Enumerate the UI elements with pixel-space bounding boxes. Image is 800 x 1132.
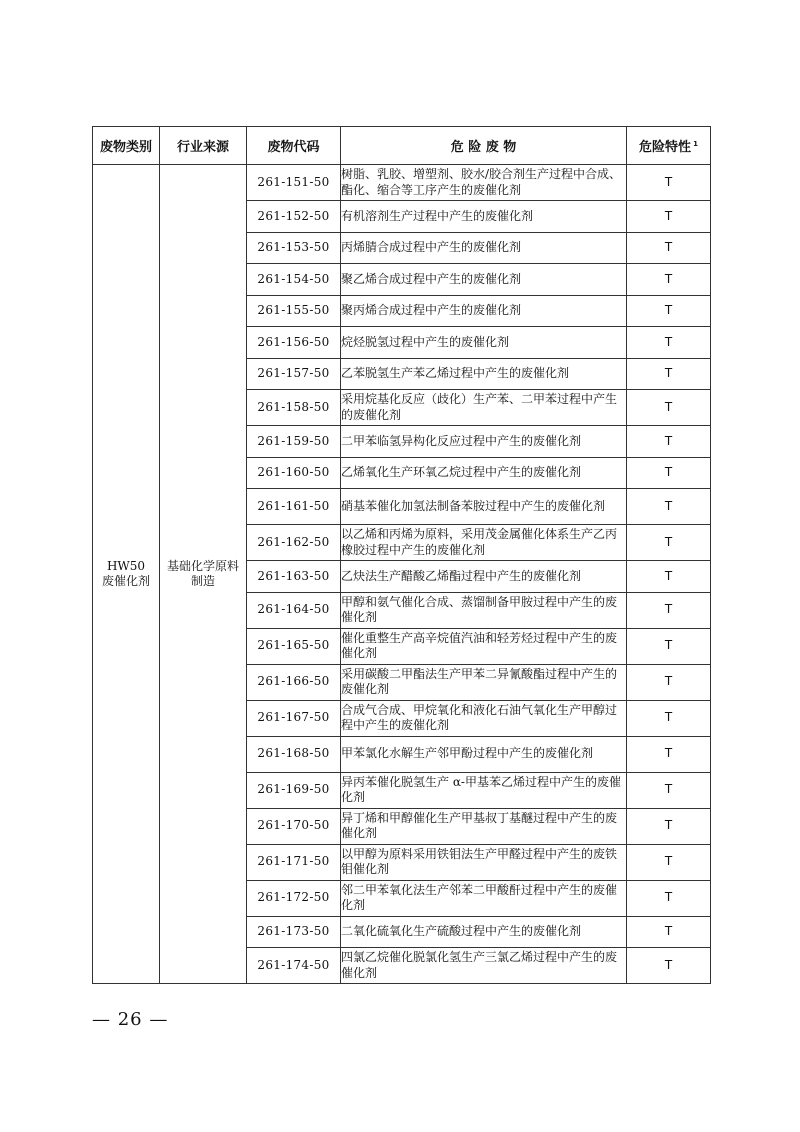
hazardous-waste-description: 聚丙烯合成过程中产生的废催化剂	[341, 295, 627, 327]
hazard-characteristic-cell: T	[627, 489, 711, 525]
hazardous-waste-description: 烷烃脱氢过程中产生的废催化剂	[341, 327, 627, 359]
page-number: — 26 —	[92, 1009, 169, 1030]
header-industry-source: 行业来源	[160, 127, 247, 165]
hazard-characteristic-cell: T	[627, 948, 711, 984]
hazardous-waste-description: 树脂、乳胶、增塑剂、胶水/胶合剂生产过程中合成、酯化、缩合等工序产生的废催化剂	[341, 165, 627, 201]
hazardous-waste-description: 二甲苯临氢异构化反应过程中产生的废催化剂	[341, 426, 627, 458]
hazard-characteristic-cell: T	[627, 916, 711, 948]
hazardous-waste-description: 催化重整生产高辛烷值汽油和轻芳烃过程中产生的废催化剂	[341, 628, 627, 664]
hazardous-waste-description: 乙烯氧化生产环氧乙烷过程中产生的废催化剂	[341, 457, 627, 489]
hazard-characteristic-cell: T	[627, 525, 711, 561]
waste-code-cell: 261-160-50	[247, 457, 341, 489]
hazardous-waste-description: 甲醇和氨气催化合成、蒸馏制备甲胺过程中产生的废催化剂	[341, 592, 627, 628]
hazardous-waste-description: 乙炔法生产醋酸乙烯酯过程中产生的废催化剂	[341, 561, 627, 593]
hazard-characteristic-cell: T	[627, 592, 711, 628]
hazardous-waste-table	[92, 126, 711, 984]
hazardous-waste-description: 聚乙烯合成过程中产生的废催化剂	[341, 264, 627, 296]
hazard-characteristic-cell: T	[627, 772, 711, 808]
industry-source-line-1: 基础化学原料	[166, 558, 239, 573]
waste-code-cell: 261-166-50	[247, 664, 341, 700]
waste-code-cell: 261-158-50	[247, 390, 341, 426]
industry-source-line-2: 制造	[190, 574, 215, 588]
waste-code-cell: 261-154-50	[247, 264, 341, 296]
waste-code-cell: 261-165-50	[247, 628, 341, 664]
header-waste-category: 废物类别	[93, 127, 160, 165]
waste-category-name: 废催化剂	[101, 574, 150, 588]
hazard-characteristic-cell: T	[627, 327, 711, 359]
waste-code-cell: 261-163-50	[247, 561, 341, 593]
waste-code-cell: 261-156-50	[247, 327, 341, 359]
hazard-characteristic-cell: T	[627, 201, 711, 233]
waste-code-cell: 261-157-50	[247, 358, 341, 390]
hazard-characteristic-cell: T	[627, 358, 711, 390]
hazard-characteristic-cell: T	[627, 844, 711, 880]
waste-code-cell: 261-172-50	[247, 880, 341, 916]
hazardous-waste-description: 甲苯氯化水解生产邻甲酚过程中产生的废催化剂	[341, 736, 627, 772]
hazard-characteristic-cell: T	[627, 628, 711, 664]
header-hazardous-waste: 危 险 废 物	[341, 127, 627, 165]
waste-code-cell: 261-159-50	[247, 426, 341, 458]
waste-code-cell: 261-169-50	[247, 772, 341, 808]
hazard-characteristic-cell: T	[627, 426, 711, 458]
waste-code-cell: 261-167-50	[247, 700, 341, 736]
hazardous-waste-description: 采用碳酸二甲酯法生产甲苯二异氰酸酯过程中产生的废催化剂	[341, 664, 627, 700]
hazard-characteristic-cell: T	[627, 264, 711, 296]
waste-code-cell: 261-170-50	[247, 808, 341, 844]
hazard-characteristic-cell: T	[627, 561, 711, 593]
hazard-characteristic-cell: T	[627, 457, 711, 489]
hazardous-waste-description: 四氯乙烷催化脱氯化氢生产三氯乙烯过程中产生的废催化剂	[341, 948, 627, 984]
hazard-characteristic-cell: T	[627, 295, 711, 327]
waste-code-cell: 261-171-50	[247, 844, 341, 880]
waste-code-cell: 261-153-50	[247, 232, 341, 264]
hazard-characteristic-cell: T	[627, 880, 711, 916]
header-waste-code: 废物代码	[247, 127, 341, 165]
hazardous-waste-description: 以甲醇为原料采用铁钼法生产甲醛过程中产生的废铁钼催化剂	[341, 844, 627, 880]
waste-code-cell: 261-174-50	[247, 948, 341, 984]
waste-code-cell: 261-151-50	[247, 165, 341, 201]
header-hazard-characteristic-label: 危险特性	[639, 140, 692, 155]
waste-code-cell: 261-173-50	[247, 916, 341, 948]
header-hazard-characteristic	[627, 127, 711, 165]
waste-code-cell: 261-162-50	[247, 525, 341, 561]
hazard-characteristic-cell: T	[627, 664, 711, 700]
waste-category-cell	[93, 165, 160, 984]
waste-category-code: HW50	[106, 558, 146, 573]
waste-code-cell: 261-164-50	[247, 592, 341, 628]
waste-code-cell: 261-155-50	[247, 295, 341, 327]
waste-code-cell: 261-168-50	[247, 736, 341, 772]
hazardous-waste-description: 邻二甲苯氧化法生产邻苯二甲酸酐过程中产生的废催化剂	[341, 880, 627, 916]
hazard-characteristic-cell: T	[627, 232, 711, 264]
hazardous-waste-description: 采用烷基化反应（歧化）生产苯、二甲苯过程中产生的废催化剂	[341, 390, 627, 426]
waste-code-cell: 261-161-50	[247, 489, 341, 525]
hazardous-waste-description: 异丁烯和甲醇催化生产甲基叔丁基醚过程中产生的废催化剂	[341, 808, 627, 844]
industry-source-cell	[160, 165, 247, 984]
hazardous-waste-description: 乙苯脱氢生产苯乙烯过程中产生的废催化剂	[341, 358, 627, 390]
hazard-characteristic-cell: T	[627, 165, 711, 201]
hazard-characteristic-cell: T	[627, 736, 711, 772]
hazardous-waste-description: 丙烯腈合成过程中产生的废催化剂	[341, 232, 627, 264]
table-body	[93, 165, 711, 984]
footnote-marker: 1	[693, 139, 698, 148]
hazardous-waste-description: 以乙烯和丙烯为原料，采用茂金属催化体系生产乙丙橡胶过程中产生的废催化剂	[341, 525, 627, 561]
hazard-characteristic-cell: T	[627, 700, 711, 736]
hazardous-waste-description: 有机溶剂生产过程中产生的废催化剂	[341, 201, 627, 233]
hazardous-waste-description: 异丙苯催化脱氢生产 α-甲基苯乙烯过程中产生的废催化剂	[341, 772, 627, 808]
table-row	[93, 165, 711, 201]
table-header-row	[93, 127, 711, 165]
hazard-characteristic-cell: T	[627, 808, 711, 844]
hazard-characteristic-cell: T	[627, 390, 711, 426]
hazardous-waste-description: 合成气合成、甲烷氧化和液化石油气氧化生产甲醇过程中产生的废催化剂	[341, 700, 627, 736]
waste-code-cell: 261-152-50	[247, 201, 341, 233]
hazardous-waste-description: 二氧化硫氧化生产硫酸过程中产生的废催化剂	[341, 916, 627, 948]
hazardous-waste-description: 硝基苯催化加氢法制备苯胺过程中产生的废催化剂	[341, 489, 627, 525]
